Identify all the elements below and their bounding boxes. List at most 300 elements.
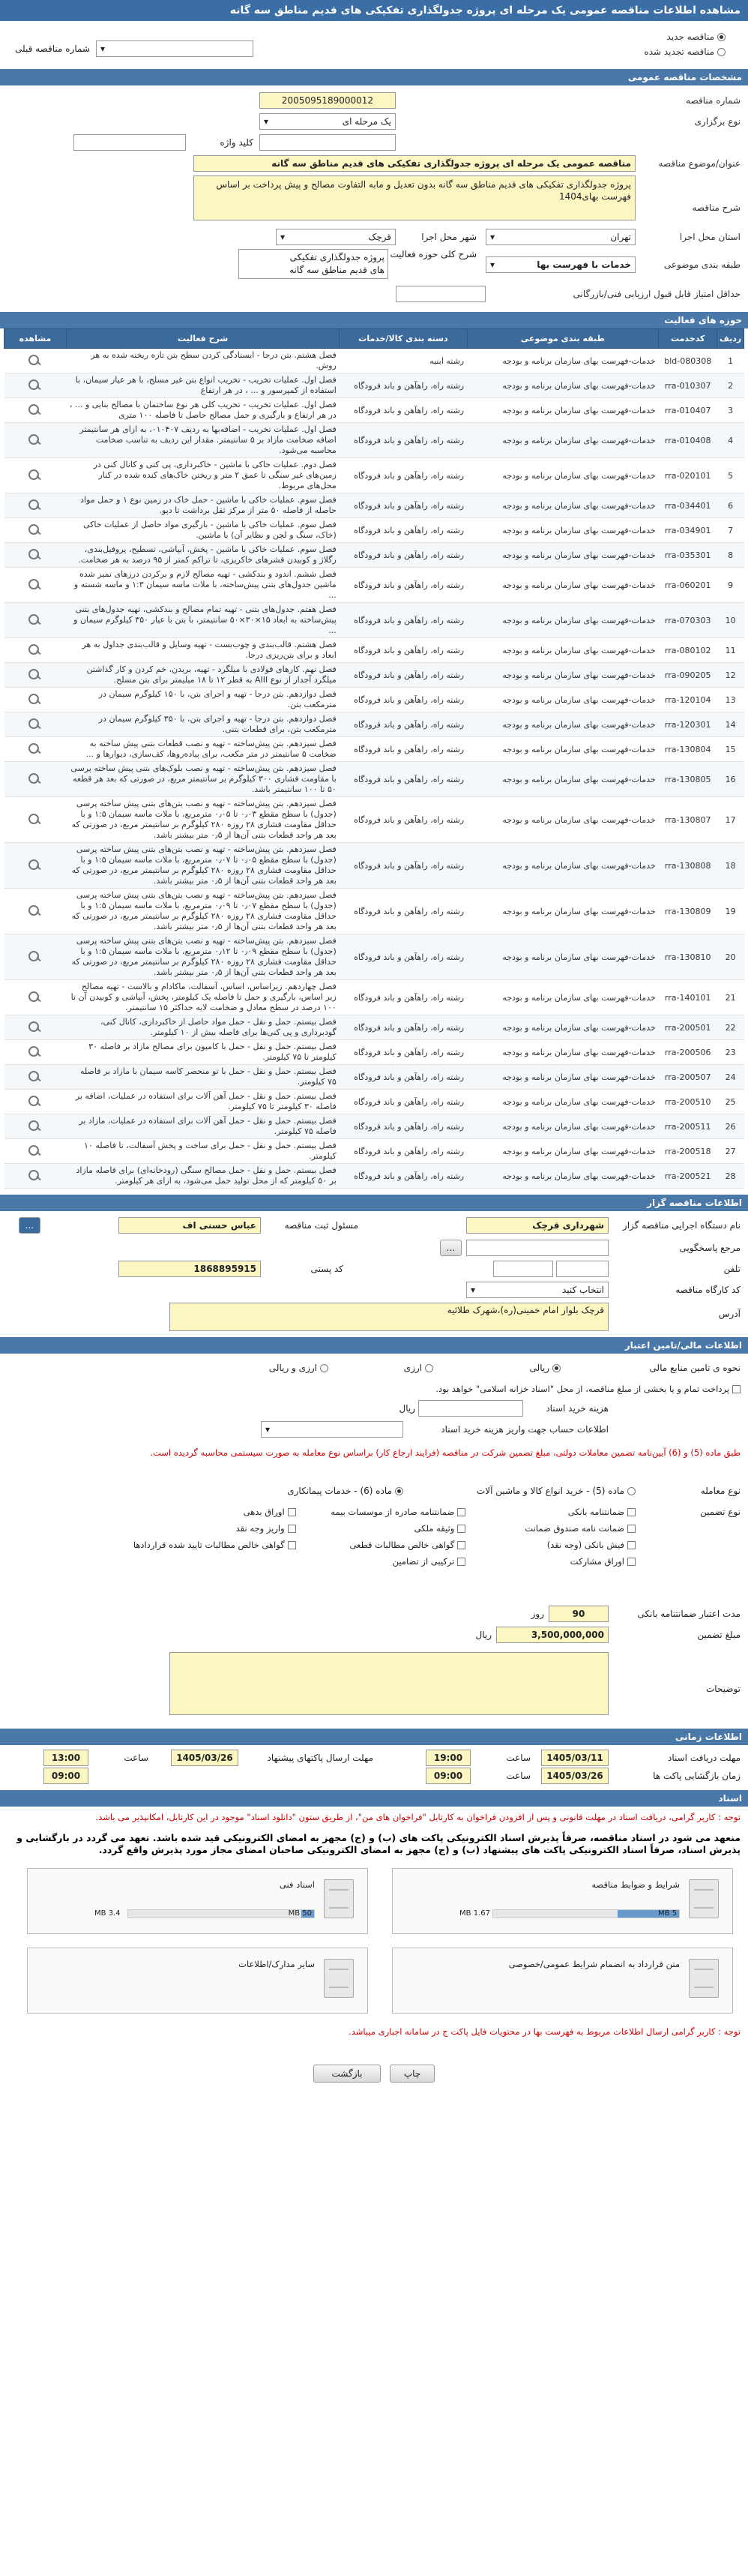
row-category: خدمات-فهرست بهای سازمان برنامه و بودجه — [467, 712, 659, 737]
row-group: رشته راه، راهآهن و باند فرودگاه — [340, 663, 467, 688]
magnifier-icon[interactable] — [27, 643, 43, 656]
notes-field[interactable] — [169, 1652, 609, 1715]
file-box[interactable] — [27, 1948, 368, 2014]
guarantee-form-option[interactable] — [465, 1556, 636, 1567]
magnifier-icon[interactable] — [27, 692, 43, 706]
row-number: 13 — [717, 688, 744, 712]
row-desc: فصل دوم. عملیات خاکی با ماشین - خاکبرداری، پی کنی و کانال کنی در زمین‌های غیر سنگی تا عمق ۲ متر و ریختن خاک‌های کنده شده در کنار محل‌های مربوط. — [66, 458, 339, 493]
row-number: 3 — [717, 398, 744, 423]
source-opt[interactable] — [404, 1363, 433, 1373]
row-category: خدمات-فهرست بهای سازمان برنامه و بودجه — [467, 1040, 659, 1065]
row-category: خدمات-فهرست بهای سازمان برنامه و بودجه — [467, 638, 659, 663]
type-label: نوع برگزاری — [694, 116, 741, 127]
row-number: 25 — [717, 1090, 744, 1114]
row-desc: فصل اول. عملیات تخریب - اضافه‌بها به ردیف ۰۱۰۴۰۷، به ازای هر سانتیمتر اضافه ضخامت مازاد بر ۵ سانتیمتر. مقدار این ردیف به تناسب ضخامت محاسبه می‌شود. — [66, 423, 339, 458]
magnifier-icon[interactable] — [27, 378, 43, 391]
guarantee-form-label: واریز وجه نقد — [235, 1523, 285, 1534]
province-value: تهران — [610, 232, 631, 242]
magnifier-icon[interactable] — [27, 1119, 43, 1132]
row-view — [4, 1090, 67, 1114]
open-label: زمان بازگشایی پاکت ها — [653, 1771, 741, 1781]
row-category: خدمات-فهرست بهای سازمان برنامه و بودجه — [467, 518, 659, 543]
row-group: رشته راه، راهآهن و باند فرودگاه — [340, 1015, 467, 1040]
table-row — [4, 1065, 744, 1090]
table-row — [4, 688, 744, 712]
row-group: رشته راه، راهآهن و باند فرودگاه — [340, 398, 467, 423]
desc-field[interactable]: پروژه جدولگذاری تفکیکی های قدیم مناطق سه گانه بدون تعدیل و مابه التفاوت مصالح و پیش پرداخت بر اساس فهرست بهای1404 — [193, 175, 636, 220]
address-field[interactable]: قرچک بلوار امام خمینی(ره)،شهرک طلائیه — [169, 1303, 609, 1331]
row-number: 28 — [717, 1164, 744, 1189]
footer-buttons — [0, 2042, 748, 2105]
row-group: رشته راه، راهآهن و باند فرودگاه — [340, 423, 467, 458]
province-label: استان محل اجرا — [679, 232, 741, 242]
row-code: rra-200521 — [659, 1164, 717, 1189]
page-title: مشاهده اطلاعات مناقصه عمومی یک مرحله ای پروژه جدولگذاری تفکیکی های قدیم مناطق سه گانه — [0, 0, 748, 21]
docs-note-3: توجه : کاربر گرامی ارسال اطلاعات مربوط به فهرست بها در محتویات فایل پاکت ج در سامانه اجباری میباشد. — [349, 2026, 741, 2037]
row-code: rra-200501 — [659, 1015, 717, 1040]
section-activities: حوزه های فعالیت — [0, 312, 748, 328]
ref-field[interactable] — [466, 1240, 609, 1256]
row-desc: فصل سیزدهم. بتن پیش‌ساخته - تهیه و نصب بلوک‌های بتنی پیش ساخته پرسی با مقاومت فشاری ۳۰۰ کیلوگرم بر سانتیمتر مربع، در صورتی که بعد هر قطعه ۵۰ تا ۱۰۰ سانتیمتر باشد. — [66, 762, 339, 797]
magnifier-icon[interactable] — [27, 1144, 43, 1157]
treasury-ack[interactable] — [435, 1384, 741, 1394]
row-view — [4, 663, 67, 688]
row-group: رشته راه، راهآهن و باند فرودگاه — [340, 1090, 467, 1114]
row-desc: فصل دوازدهم. بتن درجا - تهیه و اجرای بتن، با ۱۵۰ کیلوگرم سیمان در مترمکعب بتن. — [66, 688, 339, 712]
city-value: قرچک — [368, 232, 391, 242]
receipt-label: مهلت دریافت اسناد — [667, 1753, 741, 1763]
guarantee-form-label: اوراق مشارکت — [570, 1556, 624, 1567]
table-row — [4, 423, 744, 458]
section-general: مشخصات مناقصه عمومی — [0, 69, 748, 85]
postal-field[interactable]: 1868895915 — [118, 1261, 261, 1277]
table-row — [4, 568, 744, 603]
row-number: 15 — [717, 737, 744, 762]
radio-new-label: مناقصه جدید — [666, 31, 714, 42]
guarantee-form-option[interactable] — [465, 1540, 636, 1550]
table-row — [4, 737, 744, 762]
source-opt[interactable] — [269, 1363, 328, 1373]
guarantee-form-checkbox[interactable] — [457, 1541, 465, 1549]
row-number: 7 — [717, 518, 744, 543]
guarantee-form-option[interactable] — [296, 1540, 466, 1550]
row-view — [4, 1015, 67, 1040]
guarantee-form-option[interactable] — [126, 1523, 296, 1534]
row-view — [4, 1065, 67, 1090]
row-code: rra-130807 — [659, 797, 717, 843]
row-code: rra-200511 — [659, 1114, 717, 1139]
gtype-radio[interactable] — [627, 1487, 636, 1495]
file-usage-bar — [94, 1909, 315, 1918]
row-desc: فصل بیستم. حمل و نقل - حمل با کامیون برای مصالح مازاد بر فاصله ۳۰ کیلومتر تا ۷۵ کیلومتر. — [66, 1040, 339, 1065]
guarantee-form-option[interactable] — [126, 1540, 296, 1550]
org-field[interactable]: شهرداری قرچک — [466, 1217, 609, 1234]
city-label: شهر محل اجرا — [421, 232, 477, 242]
row-group: رشته راه، راهآهن و باند فرودگاه — [340, 1040, 467, 1065]
row-number: 2 — [717, 373, 744, 398]
row-code: rra-080102 — [659, 638, 717, 663]
ref-lookup-button[interactable]: ... — [440, 1240, 462, 1256]
source-radio[interactable] — [552, 1364, 561, 1372]
magnifier-icon[interactable] — [27, 1168, 43, 1182]
magnifier-icon[interactable] — [27, 717, 43, 730]
magnifier-icon[interactable] — [27, 577, 43, 591]
gtype-opt-label: ماده (5) - خرید انواع کالا و ماشین آلات — [477, 1486, 624, 1496]
gtype-radio[interactable] — [395, 1487, 403, 1495]
row-desc: فصل دوازدهم. بتن درجا - تهیه و اجرای بتن، با ۳۵۰ کیلوگرم سیمان در مترمکعب بتن، برای قطعات بتنی. — [66, 712, 339, 737]
row-group: رشته راه، راهآهن و باند فرودگاه — [340, 1114, 467, 1139]
gtype-opt[interactable] — [287, 1486, 403, 1496]
row-desc: فصل هفتم. جدول‌های بتنی - تهیه تمام مصالح و بندکشی، تهیه جدول‌های بتنی پیش‌ساخته به ابعاد ۱۵×۳۰×۵۰ سانتیمتر، با بتن با عیار ۳۵۰ کیلوگرم سیمان و ... — [66, 603, 339, 638]
magnifier-icon[interactable] — [27, 742, 43, 755]
guarantee-form-option[interactable] — [296, 1556, 466, 1567]
magnifier-icon[interactable] — [27, 523, 43, 536]
table-row — [4, 934, 744, 980]
keyword-input[interactable] — [73, 134, 186, 151]
row-group: رشته راه، راهآهن و باند فرودگاه — [340, 737, 467, 762]
guarantee-form-label: وثیقه ملکی — [414, 1523, 455, 1534]
row-category: خدمات-فهرست بهای سازمان برنامه و بودجه — [467, 843, 659, 889]
row-number: 20 — [717, 934, 744, 980]
row-category: خدمات-فهرست بهای سازمان برنامه و بودجه — [467, 1090, 659, 1114]
row-number: 21 — [717, 980, 744, 1015]
magnifier-icon[interactable] — [27, 547, 43, 561]
chevron-down-icon: ▾ — [280, 232, 286, 242]
table-row — [4, 1139, 744, 1164]
row-group: رشته راه، راهآهن و باند فرودگاه — [340, 1164, 467, 1189]
row-group: رشته راه، راهآهن و باند فرودگاه — [340, 797, 467, 843]
scope-item: های قدیم مناطق سه گانه — [289, 265, 384, 275]
category-select[interactable] — [486, 256, 636, 273]
table-row — [4, 797, 744, 843]
row-category: خدمات-فهرست بهای سازمان برنامه و بودجه — [467, 889, 659, 934]
open-time-label: ساعت — [506, 1771, 531, 1781]
row-view — [4, 889, 67, 934]
table-row — [4, 1164, 744, 1189]
row-number: 11 — [717, 638, 744, 663]
row-number: 24 — [717, 1065, 744, 1090]
file-title: شرایط و ضوابط مناقصه — [591, 1879, 680, 1890]
col-view: مشاهده — [4, 329, 67, 349]
row-category: خدمات-فهرست بهای سازمان برنامه و بودجه — [467, 398, 659, 423]
type-select[interactable] — [259, 113, 396, 130]
magnifier-icon[interactable] — [27, 468, 43, 481]
city-select[interactable] — [276, 229, 396, 245]
guarantee-form-label: ضمانتنامه صادره از موسسات بیمه — [331, 1507, 455, 1517]
submit-time-label: ساعت — [124, 1753, 148, 1763]
table-row — [4, 1114, 744, 1139]
row-category: خدمات-فهرست بهای سازمان برنامه و بودجه — [467, 688, 659, 712]
submit-time-field-2[interactable]: 09:00 — [43, 1768, 88, 1784]
guarantee-form-checkbox[interactable] — [627, 1541, 636, 1549]
file-box[interactable] — [392, 1948, 733, 2014]
prev-tender-select[interactable] — [96, 40, 253, 57]
row-group: رشته راه، راهآهن و باند فرودگاه — [340, 843, 467, 889]
guarantee-form-option[interactable] — [465, 1523, 636, 1534]
magnifier-icon[interactable] — [27, 1020, 43, 1033]
document-icon — [324, 1879, 354, 1918]
table-row — [4, 1015, 744, 1040]
file-used: 1.67 MB — [459, 1909, 490, 1918]
minscore-label: حداقل امتیاز قابل قبول ارزیابی فنی/بازرگانی — [573, 289, 741, 299]
row-view — [4, 568, 67, 603]
row-code: rra-200506 — [659, 1040, 717, 1065]
docs-note-2: منعهد می شود در اسناد مناقصه، صرفاً پذیرش اسناد الکترونیکی پاکت های (ب) و (ج) مجهز به امضای الکترونیکی قید شده باشد. تعهد می گردد در بارگشایی و پذیرش اسناد، صرفاً اسناد الکترونیکی پاکت های پیشنهاد (ب) و (ج) مجهز به امضای الکترونیکی صاحبان امضای مجاز مورد پذیرش واقع گردد. — [16, 1832, 741, 1855]
category-label: طبقه بندی موضوعی — [663, 259, 741, 270]
row-category: خدمات-فهرست بهای سازمان برنامه و بودجه — [467, 423, 659, 458]
guarantee-form-option[interactable] — [296, 1507, 466, 1517]
scope-list[interactable] — [238, 249, 388, 279]
desc-label: شرح مناقصه — [692, 202, 741, 213]
table-row — [4, 663, 744, 688]
magnifier-icon[interactable] — [27, 1045, 43, 1058]
row-desc: فصل بیستم. حمل و نقل - حمل برای ساخت و پخش آسفالت، تا فاصله ۱۰ کیلومتر. — [66, 1139, 339, 1164]
table-row — [4, 712, 744, 737]
submit-date-field[interactable]: 1405/03/26 — [171, 1750, 238, 1766]
province-select[interactable] — [486, 229, 636, 245]
guarantee-form-option[interactable] — [126, 1507, 296, 1517]
magnifier-icon[interactable] — [27, 949, 43, 963]
guarantee-form-label: گواهی خالص مطالبات قطعی — [349, 1540, 455, 1550]
guarantee-form-checkbox[interactable] — [457, 1508, 465, 1516]
magnifier-icon[interactable] — [27, 812, 43, 826]
row-code: rra-200510 — [659, 1090, 717, 1114]
source-radio[interactable] — [425, 1364, 433, 1372]
guarantee-type-label: نوع معامله — [700, 1486, 741, 1496]
source-radio[interactable] — [320, 1364, 328, 1372]
official-more-button[interactable]: ... — [19, 1217, 40, 1234]
row-view — [4, 373, 67, 398]
number-field[interactable]: 2005095189000012 — [259, 92, 396, 109]
validity-label: مدت اعتبار ضمانتنامه بانکی — [637, 1609, 741, 1619]
row-category: خدمات-فهرست بهای سازمان برنامه و بودجه — [467, 373, 659, 398]
account-select[interactable] — [261, 1421, 403, 1438]
account-label: اطلاعات حساب جهت واریز هزینه خرید اسناد — [441, 1424, 609, 1435]
row-view — [4, 603, 67, 638]
col-row: ردیف — [717, 329, 744, 349]
file-box[interactable] — [27, 1868, 368, 1934]
magnifier-icon[interactable] — [27, 990, 43, 1003]
gtype-opt[interactable] — [477, 1486, 636, 1496]
magnifier-icon[interactable] — [27, 858, 43, 871]
row-desc: فصل سیزدهم. بتن پیش‌ساخته - تهیه و نصب بتن‌های بتنی پیش ساخته پرسی (جدول) با سطح مقطع ۰٫۰۵ تا ۰٫۰۷ مترمربع، با ملات ماسه سیمان ۱:۵ و با حداقل مقاومت فشاری ۲۸ روزه ۲۸۰ کیلوگرم بر سانتیمتر مربع، در صورتی که بعد هر واحد قطعات بتنی آن‌ها از ۰٫۵ متر بیشتر باشد. — [66, 843, 339, 889]
row-code: rra-034901 — [659, 518, 717, 543]
activities-table — [4, 328, 744, 1189]
row-number: 9 — [717, 568, 744, 603]
subject-field[interactable]: مناقصه عمومی یک مرحله ای پروژه جدولگذاری تفکیکی های قدیم مناطق سه گانه — [193, 155, 636, 172]
print-button[interactable]: چاپ — [390, 2065, 435, 2083]
row-group: رشته راه، راهآهن و باند فرودگاه — [340, 493, 467, 518]
file-box[interactable] — [392, 1868, 733, 1934]
row-view — [4, 797, 67, 843]
row-desc: فصل ششم. اندود و بندکشی - تهیه مصالح لازم و برکردن درزهای تمیز شده ماشین جدول‌های بتنی پیش‌ساخته، با ملات ماسه سیمان ۱:۳ و ماسه شسته و ... — [66, 568, 339, 603]
row-view — [4, 843, 67, 889]
guarantee-form-option[interactable] — [296, 1523, 466, 1534]
tender-type-radios — [0, 21, 748, 67]
row-desc: فصل بیستم. حمل و نقل - حمل مواد حاصل از خاکبرداری، کانال کنی، گودبرداری و پی کنی‌ها برای فاصله بیش از ۱۰ کیلومتر. — [66, 1015, 339, 1040]
row-code: rra-130809 — [659, 889, 717, 934]
row-code: rra-010407 — [659, 398, 717, 423]
magnifier-icon[interactable] — [27, 433, 43, 446]
docs-files — [0, 1861, 748, 2021]
row-code: rra-060201 — [659, 568, 717, 603]
row-number: 5 — [717, 458, 744, 493]
section-organizer: اطلاعات مناقصه گزار — [0, 1195, 748, 1211]
row-code: rra-010408 — [659, 423, 717, 458]
row-code: rra-200518 — [659, 1139, 717, 1164]
source-opt[interactable] — [530, 1363, 561, 1373]
guarantee-form-checkbox[interactable] — [457, 1558, 465, 1566]
row-category: خدمات-فهرست بهای سازمان برنامه و بودجه — [467, 349, 659, 373]
row-code: rra-020101 — [659, 458, 717, 493]
magnifier-icon[interactable] — [27, 667, 43, 681]
scope-label: شرح کلی حوزه فعالیت — [390, 249, 477, 259]
row-number: 26 — [717, 1114, 744, 1139]
guarantee-form-label: ضمانت نامه صندوق ضمانت — [525, 1523, 624, 1534]
scope-item: پروژه جدولگذاری تفکیکی — [289, 252, 384, 262]
row-view — [4, 458, 67, 493]
row-desc: فصل سیزدهم. بتن پیش‌ساخته - تهیه و نصب قطعات بتنی پیش ساخته به ضخامت ۵ سانتیمتر در متر مکعب، برای پیاده‌روها، کف‌سازی، دیوارها و ... — [66, 737, 339, 762]
magnifier-icon[interactable] — [27, 498, 43, 511]
col-category: طبقه بندی موضوعی — [467, 329, 659, 349]
receipt-time-label: ساعت — [506, 1753, 531, 1763]
col-code: کدخدمت — [659, 329, 717, 349]
phone-prefix-field[interactable] — [493, 1261, 553, 1277]
validity-unit: روز — [531, 1609, 544, 1619]
guarantee-form-label: فیش بانکی (وجه نقد) — [546, 1540, 624, 1550]
chevron-down-icon: ▾ — [471, 1285, 476, 1295]
back-button[interactable]: بازگشت — [313, 2065, 381, 2083]
row-desc: فصل بیستم. حمل و نقل - حمل با تو منحصر کاسه سیمان با مازاد بر فاصله ۷۵ کیلومتر. — [66, 1065, 339, 1090]
table-row — [4, 1090, 744, 1114]
row-code: rra-200507 — [659, 1065, 717, 1090]
guarantee-form-label: اوراق بدهی — [243, 1507, 285, 1517]
open-date-field[interactable]: 1405/03/26 — [541, 1768, 609, 1784]
row-group: رشته راه، راهآهن و باند فرودگاه — [340, 688, 467, 712]
row-group: رشته راه، راهآهن و باند فرودگاه — [340, 1065, 467, 1090]
row-category: خدمات-فهرست بهای سازمان برنامه و بودجه — [467, 1164, 659, 1189]
guarantee-form-checkbox[interactable] — [627, 1558, 636, 1566]
workshop-select[interactable] — [466, 1282, 609, 1298]
phone-field[interactable] — [556, 1261, 609, 1277]
official-field[interactable]: عباس حسنی اف — [118, 1217, 261, 1234]
type-value: یک مرحله ای — [342, 116, 391, 127]
receipt-date-field[interactable]: 1405/03/11 — [541, 1750, 609, 1766]
file-total: 5 MB — [657, 1909, 677, 1918]
row-group: رشته راه، راهآهن و باند فرودگاه — [340, 980, 467, 1015]
guarantee-form-option[interactable] — [465, 1507, 636, 1517]
row-number: 22 — [717, 1015, 744, 1040]
row-group: رشته راه، راهآهن و باند فرودگاه — [340, 762, 467, 797]
row-code: rra-090205 — [659, 663, 717, 688]
col-desc: شرح فعالیت — [66, 329, 339, 349]
row-view — [4, 518, 67, 543]
validity-field[interactable]: 90 — [549, 1606, 609, 1622]
guarantee-form-label: نوع تضمین — [700, 1507, 741, 1517]
row-number: 17 — [717, 797, 744, 843]
magnifier-icon[interactable] — [27, 904, 43, 917]
row-code: rra-035301 — [659, 543, 717, 568]
guarantee-form-checkbox[interactable] — [288, 1508, 296, 1516]
category-value: خدمات با فهرست بها — [537, 259, 631, 270]
row-desc: فصل سوم. عملیات خاکی با ماشین - پخش، آبپاشی، تسطیح، پروفیل‌بندی، رگلاژ و کوبیدن قشرهای خاکریزی، تا تراکم کمتر از ۹۵ درصد به هر ضخامت. — [66, 543, 339, 568]
section-timing: اطلاعات زمانی — [0, 1729, 748, 1745]
receipt-time-field[interactable]: 19:00 — [426, 1750, 471, 1766]
row-category: خدمات-فهرست بهای سازمان برنامه و بودجه — [467, 1065, 659, 1090]
purchase-field[interactable] — [418, 1400, 523, 1417]
row-view — [4, 1164, 67, 1189]
table-row — [4, 493, 744, 518]
chevron-down-icon: ▾ — [490, 232, 495, 242]
table-row — [4, 398, 744, 423]
row-code: bld-080308 — [659, 349, 717, 373]
magnifier-icon[interactable] — [27, 1094, 43, 1108]
guarantee-form-checkbox[interactable] — [288, 1541, 296, 1549]
source-opt-label: ریالی — [529, 1363, 549, 1373]
row-number: 6 — [717, 493, 744, 518]
table-row — [4, 843, 744, 889]
source-opt-label: ارزی — [403, 1363, 422, 1373]
address-label: آدرس — [718, 1309, 741, 1319]
row-view — [4, 1114, 67, 1139]
amount-label: مبلغ تضمین — [697, 1630, 741, 1640]
gtype-opt-label: ماده (6) - خدمات پیمانکاری — [287, 1486, 392, 1496]
treasury-checkbox[interactable] — [732, 1385, 741, 1393]
row-number: 14 — [717, 712, 744, 737]
row-category: خدمات-فهرست بهای سازمان برنامه و بودجه — [467, 603, 659, 638]
radio-new-indicator[interactable] — [717, 33, 726, 41]
row-view — [4, 398, 67, 423]
guarantee-form-checkbox[interactable] — [627, 1525, 636, 1533]
guarantee-form-checkbox[interactable] — [288, 1525, 296, 1533]
row-view — [4, 712, 67, 737]
row-view — [4, 762, 67, 797]
minscore-input[interactable] — [396, 286, 486, 302]
row-desc: فصل بیستم. حمل و نقل - حمل آهن آلات برای استفاده در عملیات، مازاد بر فاصله ۷۵ کیلومتر. — [66, 1114, 339, 1139]
table-row — [4, 762, 744, 797]
row-desc: فصل هشتم. بتن درجا - ابستادگی کردن سطح بتن تازه ریخته شده به هر روش. — [66, 349, 339, 373]
magnifier-icon[interactable] — [27, 1069, 43, 1083]
magnifier-icon[interactable] — [27, 613, 43, 626]
submit-time-field[interactable]: 13:00 — [43, 1750, 88, 1766]
row-view — [4, 980, 67, 1015]
row-number: 19 — [717, 889, 744, 934]
guarantee-form-checkbox[interactable] — [457, 1525, 465, 1533]
official-label: مسئول ثبت مناقصه — [284, 1220, 358, 1231]
row-desc: فصل سوم. عملیات خاکی با ماشین - بارگیری مواد حاصل از عملیات خاکی (خاک، سنگ و لجن و نظایر آن) با ماشین. — [66, 518, 339, 543]
magnifier-icon[interactable] — [27, 403, 43, 416]
row-number: 1 — [717, 349, 744, 373]
amount-field[interactable]: 3,500,000,000 — [496, 1627, 609, 1643]
subject-label: عنوان/موضوع مناقصه — [658, 158, 741, 169]
guarantee-form-checkbox[interactable] — [627, 1508, 636, 1516]
document-icon — [689, 1879, 719, 1918]
open-time-field[interactable]: 09:00 — [426, 1768, 471, 1784]
radio-renewed-indicator[interactable] — [717, 48, 726, 56]
row-desc: فصل بیستم. حمل و نقل - حمل مصالح سنگی (رودخانه‌ای) برای فاصله مازاد بر ۵۰ کیلومتر که از محل تولید حمل می‌شود، به ازای هر کیلومتر. — [66, 1164, 339, 1189]
table-row — [4, 889, 744, 934]
table-row — [4, 349, 744, 373]
magnifier-icon[interactable] — [27, 353, 43, 367]
row-category: خدمات-فهرست بهای سازمان برنامه و بودجه — [467, 568, 659, 603]
row-code: rra-120104 — [659, 688, 717, 712]
document-icon — [689, 1959, 719, 1998]
row-group: رشته راه، راهآهن و باند فرودگاه — [340, 934, 467, 980]
row-desc: فصل نهم. کارهای فولادی با میلگرد - تهیه، بریدن، خم کردن و کار گذاشتن میلگرد آجدار از نوع AIII به قطر ۱۲ تا ۱۸ میلیمتر برای بتن مسلح. — [66, 663, 339, 688]
row-code: rra-120301 — [659, 712, 717, 737]
file-title: سایر مدارک/اطلاعات — [238, 1959, 315, 1969]
magnifier-icon[interactable] — [27, 772, 43, 785]
